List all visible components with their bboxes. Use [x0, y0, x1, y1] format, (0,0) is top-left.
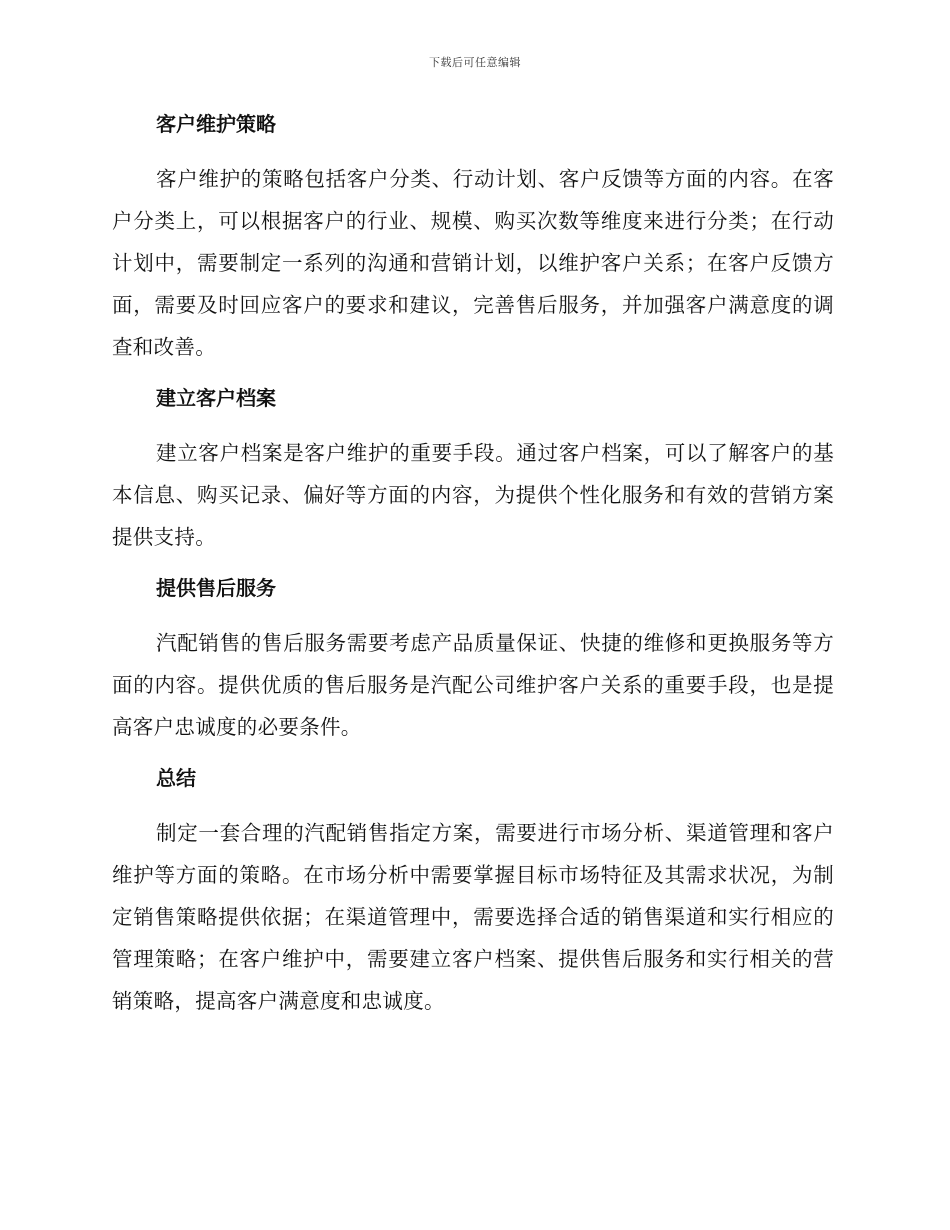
header-note: 下载后可任意编辑 [429, 56, 521, 69]
section-paragraph: 客户维护的策略包括客户分类、行动计划、客户反馈等方面的内容。在客户分类上，可以根据客户的行业、规模、购买次数等维度来进行分类；在行动计划中，需要制定一系列的沟通和营销计划，以维护客户关系；在客户反馈方面，需要及时回应客户的要求和建议，完善售后服务，并加强客户满意度的调查和改善。 [112, 167, 834, 359]
section-paragraph: 制定一套合理的汽配销售指定方案，需要进行市场分析、渠道管理和客户维护等方面的策略。在市场分析中需要掌握目标市场特征及其需求状况，为制定销售策略提供依据；在渠道管理中，需要选择合适的销售渠道和实行相应的管理策略；在客户维护中，需要建立客户档案、提供售后服务和实行相关的营销策略，提高客户满意度和忠诚度。 [112, 821, 834, 1013]
section-after-sales-service [112, 568, 834, 748]
section-heading: 总结 [156, 766, 196, 790]
section-summary [112, 758, 834, 1022]
section-customer-records [112, 378, 834, 558]
section-heading: 提供售后服务 [156, 576, 276, 600]
section-paragraph: 汽配销售的售后服务需要考虑产品质量保证、快捷的维修和更换服务等方面的内容。提供优质的售后服务是汽配公司维护客户关系的重要手段，也是提高客户忠诚度的必要条件。 [112, 631, 834, 739]
document-body [112, 104, 834, 1032]
section-paragraph: 建立客户档案是客户维护的重要手段。通过客户档案，可以了解客户的基本信息、购买记录、偏好等方面的内容，为提供个性化服务和有效的营销方案提供支持。 [112, 441, 834, 549]
section-heading: 客户维护策略 [156, 112, 276, 136]
section-heading: 建立客户档案 [156, 386, 276, 410]
section-customer-maintenance [112, 104, 834, 368]
